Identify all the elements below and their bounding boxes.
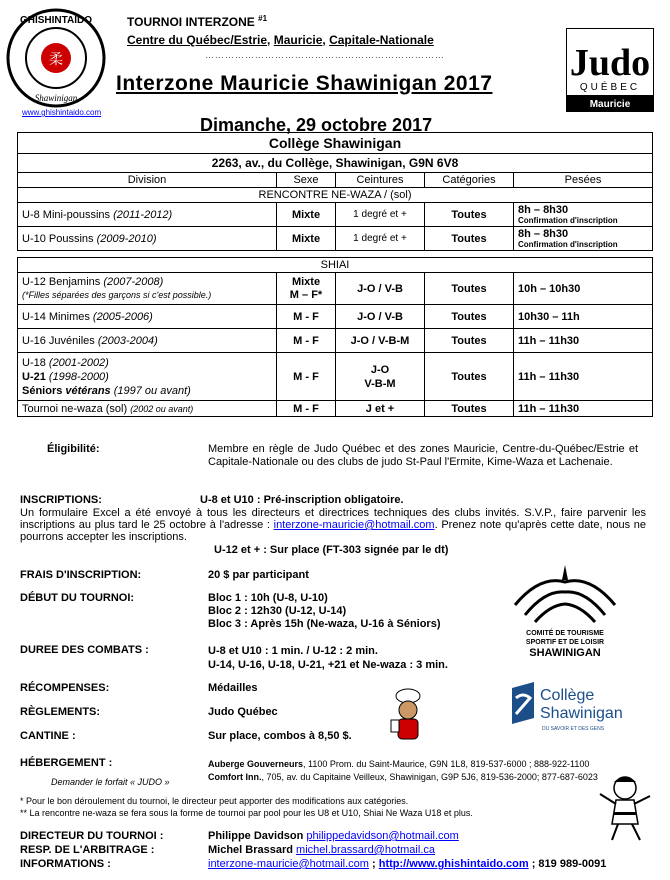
cantine-value: Sur place, combos à 8,50 $. [208, 730, 352, 742]
svg-text:SPORTIF ET DE LOISIR: SPORTIF ET DE LOISIR [525, 639, 605, 646]
judo-quebec-logo [566, 28, 654, 112]
col-categories: Catégories [425, 173, 514, 188]
col-division: Division [18, 173, 277, 188]
duree-values: U-8 et U10 : 1 min. / U-12 : 2 min. U-14, U-16, U-18, U-21, +21 et Ne-waza : 3 min. [208, 645, 448, 671]
ghishintaido-logo [6, 8, 106, 108]
table-row: U-16 Juvéniles (2003-2004) M - F J-O / V-B-M Toutes 11h – 11h30 [18, 329, 653, 353]
debut-blocs: Bloc 1 : 10h (U-8, U-10) Bloc 2 : 12h30 (U-12, U-14) Bloc 3 : Après 15h (Ne-waza, U-16 à Séniors) [208, 592, 441, 630]
debut-label: DÉBUT DU TOURNOI: [20, 592, 135, 604]
svg-text:柔: 柔 [49, 52, 63, 68]
venue-address: 2263, av., du Collège, Shawinigan, G9N 6V8 [18, 154, 653, 173]
svg-text:Judo: Judo [569, 42, 651, 84]
arbitrage-email-link[interactable]: michel.brassard@hotmail.ca [296, 844, 435, 856]
svg-text:Mauricie: Mauricie [589, 99, 631, 110]
inscriptions-headline: U-8 et U10 : Pré-inscription obligatoire. [200, 494, 404, 506]
table-row: Tournoi ne-waza (sol) (2002 ou avant) M - F J et + Toutes 11h – 11h30 [18, 401, 653, 417]
section-newaza: RENCONTRE NE-WAZA / (sol) [18, 188, 653, 203]
eligibility-label: Éligibilité: [47, 443, 100, 455]
dotted-separator: ……………………………………………………………… [205, 50, 445, 60]
info-email-link[interactable]: interzone-mauricie@hotmail.com [208, 858, 369, 870]
venue-name: Collège Shawinigan [18, 133, 653, 154]
directeur-email-link[interactable]: philippedavidson@hotmail.com [306, 830, 459, 842]
svg-text:QUÉBEC: QUÉBEC [579, 82, 641, 93]
zones-line: Centre du Québec/Estrie, Mauricie, Capitale-Nationale [127, 33, 434, 47]
event-date: Dimanche, 29 octobre 2017 [200, 115, 433, 135]
col-pesees: Pesées [514, 173, 653, 188]
recompenses-value: Médailles [208, 682, 258, 694]
contact-labels: DIRECTEUR DU TOURNOI : RESP. DE L'ARBITRAGE : INFORMATIONS : [20, 830, 164, 870]
logo-text-top: GHISHINTAÏDO [19, 15, 93, 26]
hebergement-list: Auberge Gouverneurs, 1100 Prom. du Saint-Maurice, G9N 1L8, 819-537-6000 ; 888-922-1100 Comfort Inn., 705, av. du Capitaine Veilleux, Shawinigan, G9P 5J6, 819-536-2000; 877-687-6023 [208, 759, 598, 782]
table-row: U-12 Benjamins (2007-2008) (*Filles séparées des garçons si c'est possible.) Mixte M – F* J-O / V-B Toutes 10h – 10h30 [18, 273, 653, 305]
inscriptions-u12: U-12 et + : Sur place (FT-303 signée par le dt) [214, 544, 449, 556]
table-row: U-14 Minimes (2005-2006) M - F J-O / V-B Toutes 10h30 – 11h [18, 305, 653, 329]
table-row: U-18 (2001-2002) U-21 (1998-2000) Séniors vétérans (1997 ou avant) M - F J-O V-B-M Toutes 11h – 11h30 [18, 353, 653, 401]
svg-text:DU SAVOIR ET DES GENS: DU SAVOIR ET DES GENS [542, 726, 605, 732]
eligibility-text: Membre en règle de Judo Québec et des zones Mauricie, Centre-du-Québec/Estrie et Capitale-Nationale ou des clubs de judo St-Paul l'Ermite, Kime-Waza et Lachenaie. [208, 443, 638, 468]
duree-label: DUREE DES COMBATS : [20, 644, 149, 656]
chef-icon [388, 688, 428, 744]
tourisme-logo [500, 560, 630, 660]
logo-text-bottom: Shawinigan [34, 93, 78, 103]
recompenses-label: RÉCOMPENSES: [20, 682, 110, 694]
col-ceintures: Ceintures [336, 173, 425, 188]
section-shiai: SHIAI [18, 258, 653, 273]
svg-text:Collège: Collège [540, 687, 595, 704]
hebergement-label: HÉBERGEMENT : [20, 757, 113, 769]
hebergement-note: Demander le forfait « JUDO » [51, 777, 170, 787]
footnotes: * Pour le bon déroulement du tournoi, le directeur peut apporter des modifications aux catégories. ** La rencontre ne-waza se fera sous la forme de tournoi par pool pour les U8 et U10, Shiai Ne Waza U18 et plus. [20, 796, 473, 818]
inscriptions-body: Un formulaire Excel a été envoyé à tous les directeurs et directrices techniques des clubs invités. S.V.P., faire parvenir les inscriptions au plus tard le 25 octobre à l'adresse : interzone-mauricie@hotmail.com. Prenez note qu'après cette date, nous ne pourrons accepter les inscriptions. [20, 507, 646, 543]
page-title: Interzone Mauricie Shawinigan 2017 [116, 72, 493, 95]
table-row: U-8 Mini-poussins (2011-2012) Mixte 1 degré et + Toutes 8h – 8h30 Confirmation d'inscription [18, 203, 653, 227]
table-row: U-10 Poussins (2009-2010) Mixte 1 degré et + Toutes 8h – 8h30 Confirmation d'inscription [18, 227, 653, 251]
frais-label: FRAIS D'INSCRIPTION: [20, 569, 142, 581]
judoka-icon [594, 772, 656, 842]
svg-text:COMITÉ DE TOURISME: COMITÉ DE TOURISME [526, 630, 604, 637]
reglements-label: RÈGLEMENTS: [20, 706, 101, 718]
svg-text:Shawinigan: Shawinigan [540, 705, 623, 722]
frais-value: 20 $ par participant [208, 569, 309, 581]
col-sexe: Sexe [277, 173, 336, 188]
info-url-link[interactable]: http://www.ghishintaido.com [378, 858, 529, 870]
reglements-value: Judo Québec [208, 706, 278, 718]
college-logo [510, 678, 640, 734]
club-url[interactable]: www.ghishintaido.com [22, 108, 102, 117]
contact-values: Philippe Davidson philippedavidson@hotmail.com Michel Brassard michel.brassard@hotmail.ca interzone-mauricie@hotmail.com ; http://www.ghishintaido.com ; 819 989-0091 [208, 830, 607, 870]
inscriptions-email-link[interactable]: interzone-mauricie@hotmail.com [273, 519, 435, 531]
inscriptions-label: INSCRIPTIONS: [20, 494, 102, 506]
schedule-table [17, 132, 653, 417]
tournament-label: TOURNOI INTERZONE $^{\#1}$ [127, 14, 268, 29]
cantine-label: CANTINE : [20, 730, 76, 742]
svg-text:SHAWINIGAN: SHAWINIGAN [529, 647, 601, 659]
